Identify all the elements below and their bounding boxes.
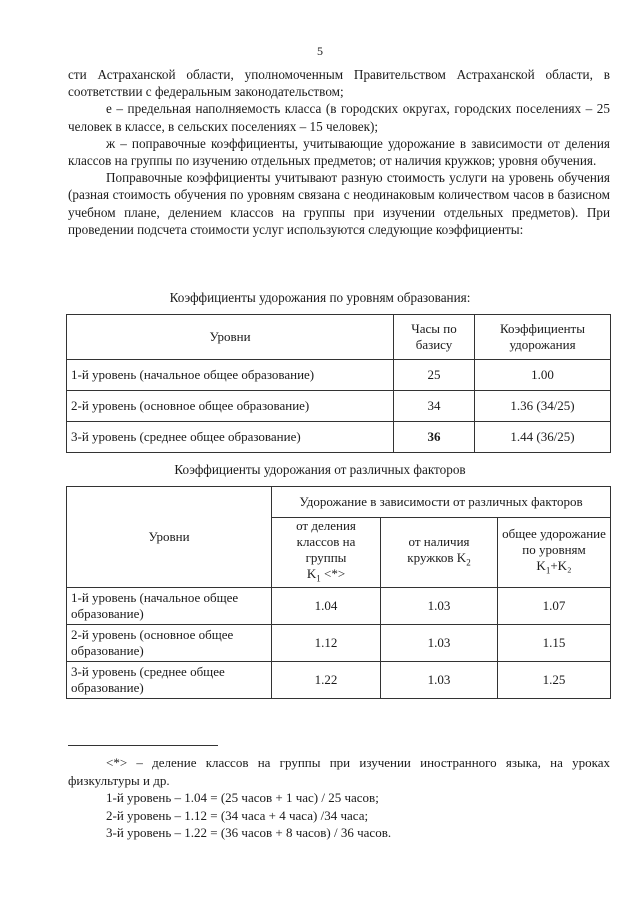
table1-cell: 1-й уровень (начальное общее образование) xyxy=(67,360,394,391)
table2-cell: 1.12 xyxy=(272,624,381,661)
table-row xyxy=(67,422,611,453)
table1-header-coef: Коэффициенты удорожания xyxy=(475,315,611,360)
table2-cell: 1.25 xyxy=(498,661,611,698)
subheader-text: от наличия кружков xyxy=(407,534,470,565)
table2-cell: 1.22 xyxy=(272,661,381,698)
subheader-tail: <*> xyxy=(323,566,346,581)
table-row xyxy=(67,587,611,624)
table1-cell: 3-й уровень (среднее общее образование) xyxy=(67,422,394,453)
table2-header-group: Удорожание в зависимости от различных факторов xyxy=(272,487,611,518)
table-row xyxy=(67,360,611,391)
table1-cell: 1.44 (36/25) xyxy=(475,422,611,453)
footnote-line: 3-й уровень – 1.22 = (36 часов + 8 часов) / 36 часов. xyxy=(106,825,392,840)
table1-cell: 1.00 xyxy=(475,360,611,391)
table1-header-hours: Часы по базису xyxy=(394,315,475,360)
table1-cell: 34 xyxy=(394,391,475,422)
factors-coefficients-table xyxy=(66,486,611,699)
table2-cell: 1.03 xyxy=(381,587,498,624)
table2-cell: 1.15 xyxy=(498,624,611,661)
table2-subheader xyxy=(498,518,611,588)
footnote xyxy=(68,754,610,842)
table1-header-levels: Уровни xyxy=(67,315,394,360)
table1-cell: 36 xyxy=(394,422,475,453)
table2-cell: 1.04 xyxy=(272,587,381,624)
subheader-tail: +K₂ xyxy=(550,558,572,573)
footnote-line: 2-й уровень – 1.12 = (34 часа + 4 часа) /34 часа; xyxy=(106,807,369,823)
subheader-symbol: K xyxy=(536,558,546,573)
subheader-index: 1 xyxy=(316,573,321,584)
table-row xyxy=(67,391,611,422)
table-row xyxy=(67,624,611,661)
table2-cell: 1.03 xyxy=(381,661,498,698)
subheader-index: 2 xyxy=(466,557,471,568)
table2-subheader xyxy=(381,518,498,588)
table2-cell: 1.03 xyxy=(381,624,498,661)
table1-cell: 25 xyxy=(394,360,475,391)
paragraph: сти Астраханской области, уполномоченным Правительством Астраханской области, в соответствии с федеральным законодательством; xyxy=(68,67,610,100)
paragraph: е – предельная наполняемость класса (в городских округах, городских поселениях – 25 человек в классе, в сельских поселениях – 15 человек); xyxy=(68,101,610,134)
subheader-symbol: K xyxy=(306,566,317,581)
subheader-symbol: K xyxy=(456,550,467,565)
paragraph: Поправочные коэффициенты учитывают разную стоимость услуги на уровень обучения (разная стоимость обучения по уровням связана с неодинаковым количеством часов в базисном учебном плане, делением классов на группы при изучении отдельных предметов). При проведении подсчета стоимости услуг используются следующие коэффициенты: xyxy=(68,170,610,237)
subheader-text: общее удорожание по уровням xyxy=(502,526,606,557)
table2-cell: 3-й уровень (среднее общее образование) xyxy=(67,661,272,698)
table2-cell: 1.07 xyxy=(498,587,611,624)
table1-caption: Коэффициенты удорожания по уровням образования: xyxy=(169,290,471,305)
footnote-line: 1-й уровень – 1.04 = (25 часов + 1 час) / 25 часов; xyxy=(106,790,379,805)
levels-coefficients-table xyxy=(66,314,611,453)
page-number: 5 xyxy=(317,44,323,58)
table1-cell: 1.36 (34/25) xyxy=(475,391,611,422)
table2-cell: 2-й уровень (основное общее образование) xyxy=(67,624,272,661)
subheader-text: от деления классов на группы xyxy=(296,518,356,565)
table2-subheader xyxy=(272,518,381,588)
table2-header-levels: Уровни xyxy=(67,487,272,588)
table-row xyxy=(67,661,611,698)
footnote-line: <*> – деление классов на группы при изучении иностранного языка, на уроках физкультуры и др. xyxy=(68,755,610,788)
table1-cell: 2-й уровень (основное общее образование) xyxy=(67,391,394,422)
table2-caption: Коэффициенты удорожания от различных факторов xyxy=(174,462,466,477)
subheader-index: 1 xyxy=(545,565,551,576)
table2-cell: 1-й уровень (начальное общее образование) xyxy=(67,587,272,624)
body-text xyxy=(68,66,610,238)
paragraph: ж – поправочные коэффициенты, учитывающие удорожание в зависимости от деления классов на группы по изучению отдельных предметов; от наличия кружков; уровня обучения. xyxy=(68,135,610,169)
footnote-divider xyxy=(68,745,218,746)
